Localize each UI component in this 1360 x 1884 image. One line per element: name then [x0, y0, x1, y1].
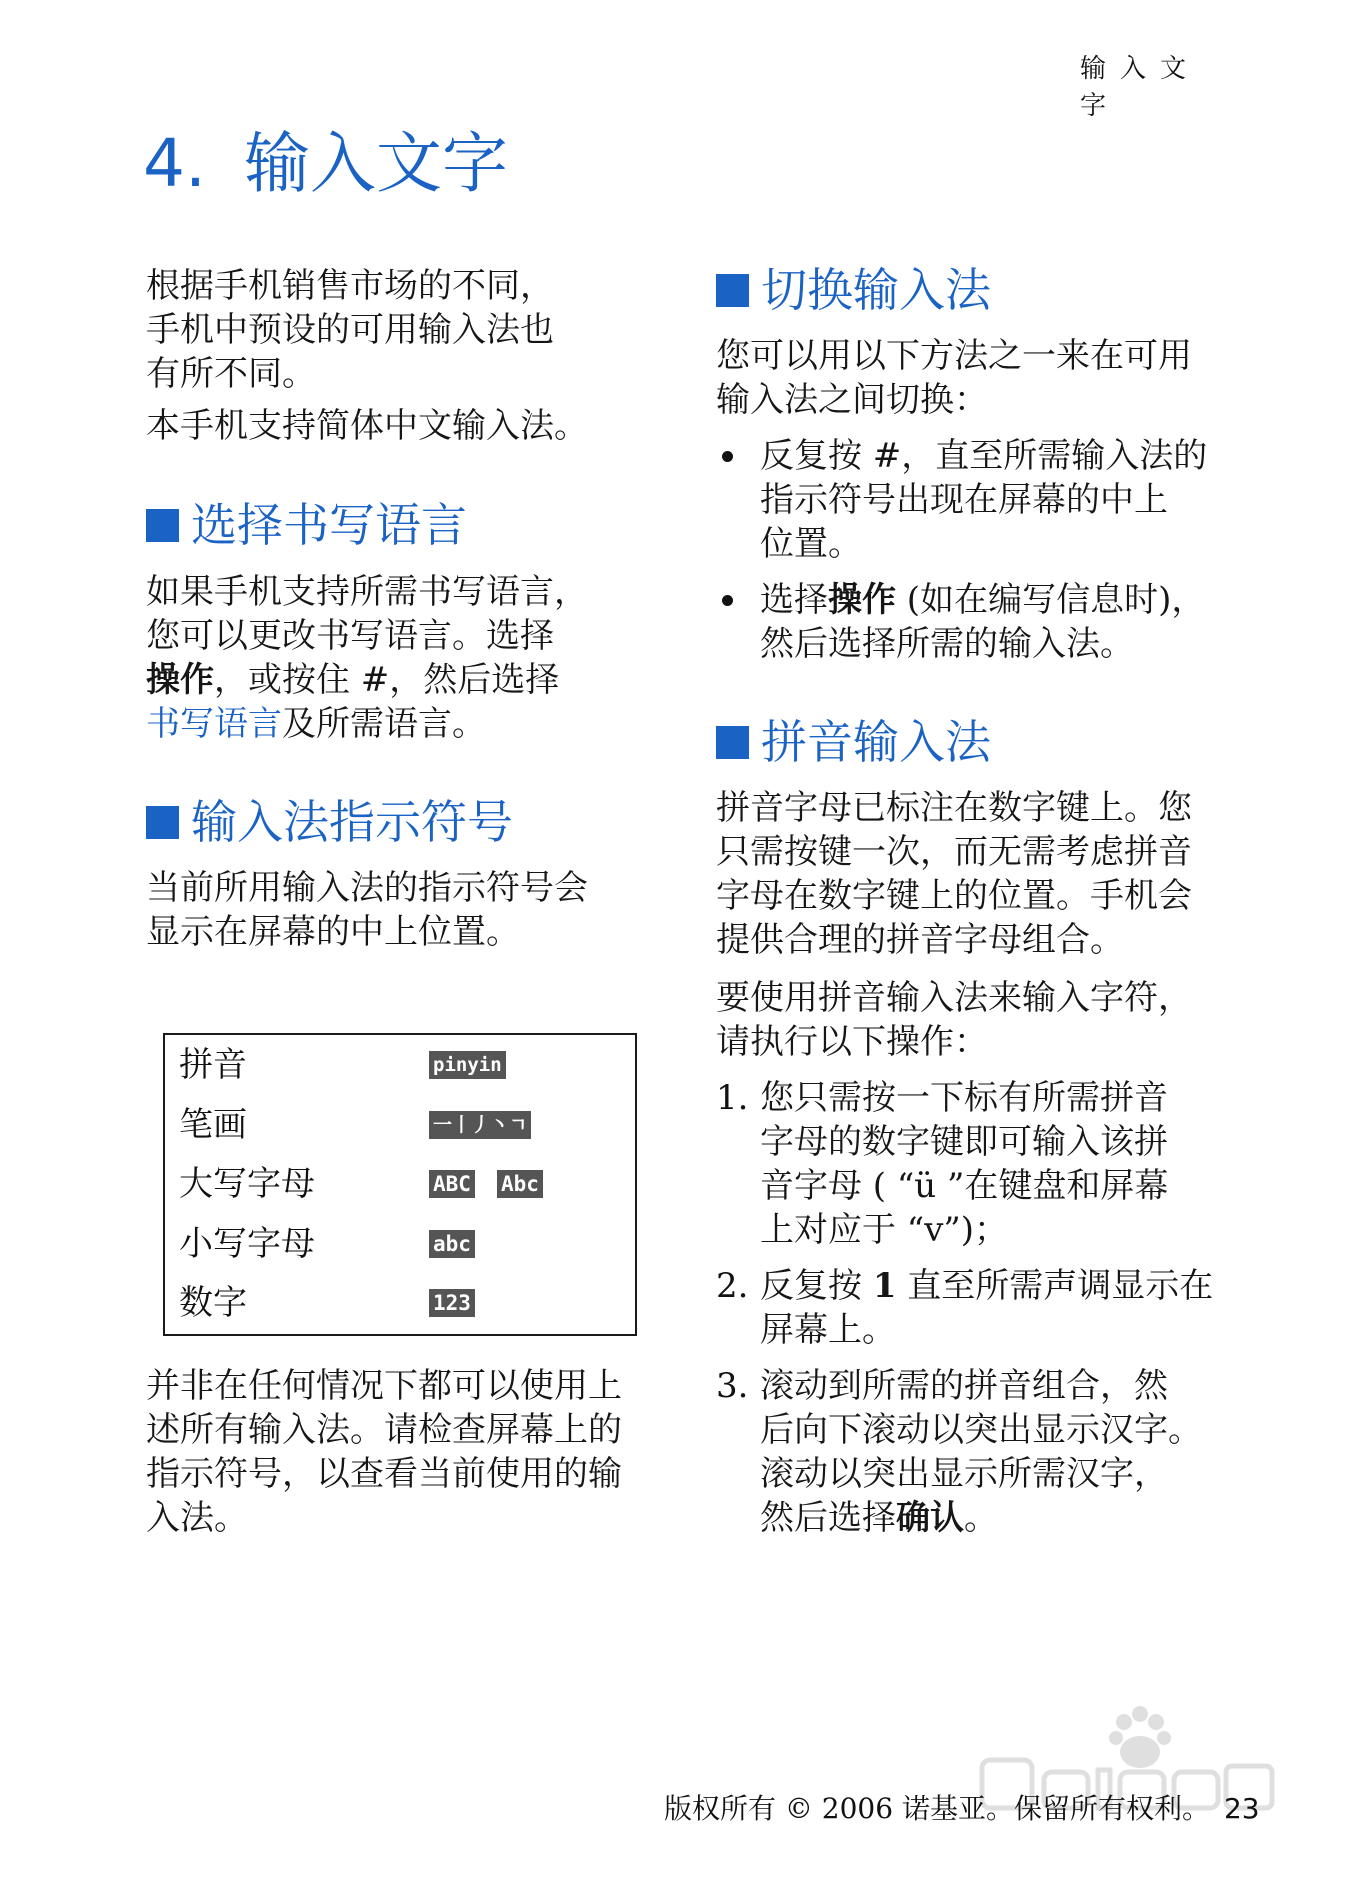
paragraph-text: 。	[964, 1498, 998, 1538]
square-bullet-icon	[146, 509, 179, 542]
indicator-label: 笔画	[179, 1105, 247, 1145]
indicator-label: 小写字母	[179, 1224, 315, 1264]
paragraph-line: 滚动以突出显示所需汉字，	[760, 1454, 1168, 1494]
intro-line: 手机中预设的可用输入法也	[146, 310, 554, 350]
intro2-line: 本手机支持简体中文输入法。	[146, 406, 588, 446]
page-footer	[664, 1791, 1260, 1827]
paragraph-line: 音字母 ( “ü ”在键盘和屏幕	[760, 1166, 1169, 1206]
pinyin-paragraph	[716, 786, 1236, 962]
page-number: 23	[1223, 1792, 1260, 1825]
step-number: 1.	[716, 1078, 749, 1118]
indicator-row-uppercase	[179, 1162, 625, 1206]
bullet-icon	[722, 595, 733, 606]
indicator-row-lowercase	[179, 1222, 625, 1266]
lowercase-indicator-icon: abc	[429, 1230, 475, 1258]
heading-text: 选择书写语言	[191, 498, 467, 552]
section-heading	[146, 794, 656, 850]
select-key-label: 确认	[896, 1498, 964, 1538]
uppercase-indicator-icon: ABC	[429, 1170, 475, 1198]
paragraph-line: 上对应于 “v”)；	[760, 1210, 1009, 1250]
numeric-indicator-icon: 123	[429, 1289, 475, 1317]
paragraph-line: 您只需按一下标有所需拼音	[760, 1078, 1168, 1118]
paragraph-line: 您可以更改书写语言。选择	[146, 616, 554, 656]
paragraph-line: 字母的数字键即可输入该拼	[760, 1122, 1168, 1162]
numbered-step	[716, 1364, 1236, 1540]
paragraph-line: 如果手机支持所需书写语言，	[146, 572, 588, 612]
paragraph-text: ，或按住 #，然后选择	[214, 660, 560, 700]
intro-line: 根据手机销售市场的不同，	[146, 266, 554, 306]
indicator-label: 大写字母	[179, 1164, 315, 1204]
step-number: 2.	[716, 1266, 749, 1306]
key-one-label: 1	[872, 1266, 897, 1306]
bullet-item	[716, 578, 1236, 666]
indicator-row-pinyin	[179, 1043, 625, 1087]
chapter-title	[143, 124, 508, 204]
intro-line: 有所不同。	[146, 354, 316, 394]
chapter-number: 4.	[143, 125, 206, 202]
paragraph-text: 选择	[760, 580, 828, 620]
section-heading	[716, 262, 1236, 318]
paragraph-line: 只需按键一次，而无需考虑拼音	[716, 832, 1192, 872]
paragraph-line: 您可以用以下方法之一来在可用	[716, 336, 1192, 376]
section-indicators	[146, 794, 656, 850]
square-bullet-icon	[716, 726, 749, 759]
writing-language-menu-label: 书写语言	[146, 704, 282, 744]
paragraph-line: 位置。	[760, 524, 862, 564]
heading-text: 切换输入法	[761, 263, 991, 317]
intro-paragraph-2	[146, 404, 656, 448]
paragraph-line: 入法。	[146, 1498, 248, 1538]
indicator-label: 数字	[179, 1283, 247, 1323]
paragraph-text: 然后选择	[760, 1498, 896, 1538]
pinyin-indicator-icon: pinyin	[429, 1051, 506, 1079]
paragraph-line: 要使用拼音输入法来输入字符，	[716, 978, 1192, 1018]
paragraph-line: 拼音字母已标注在数字键上。您	[716, 788, 1192, 828]
input-method-indicator-table	[163, 1033, 637, 1336]
switch-method-paragraph	[716, 334, 1236, 422]
closing-paragraph	[146, 1364, 656, 1540]
paragraph-line	[146, 658, 656, 702]
section-heading	[716, 714, 1236, 770]
paragraph-line: 请执行以下操作：	[716, 1022, 988, 1062]
paragraph-line: 显示在屏幕的中上位置。	[146, 912, 520, 952]
section-writing-language	[146, 497, 656, 553]
heading-text: 输入法指示符号	[191, 795, 513, 849]
pinyin-paragraph-2	[716, 976, 1236, 1064]
paragraph-line: 并非在任何情况下都可以使用上	[146, 1366, 622, 1406]
paragraph-line: 当前所用输入法的指示符号会	[146, 868, 588, 908]
paragraph-line: 输入法之间切换：	[716, 380, 988, 420]
section-switch-method	[716, 262, 1236, 318]
paragraph-line: 指示符号，以查看当前使用的输	[146, 1454, 622, 1494]
square-bullet-icon	[716, 274, 749, 307]
indicators-paragraph	[146, 866, 656, 954]
indicator-label: 拼音	[179, 1045, 247, 1085]
stroke-indicator-icon: 一丨丿丶ㄱ	[429, 1111, 531, 1139]
paragraph-text: 及所需语言。	[282, 704, 486, 744]
paragraph-line	[760, 1496, 1236, 1540]
square-bullet-icon	[146, 806, 179, 839]
paragraph-line: 然后选择所需的输入法。	[760, 624, 1134, 664]
paragraph-line: 指示符号出现在屏幕的中上	[760, 480, 1168, 520]
copyright-text: 版权所有 © 2006 诺基亚。保留所有权利。	[664, 1792, 1210, 1825]
paragraph-text: 反复按	[760, 1266, 873, 1306]
options-key-label: 操作	[146, 660, 214, 700]
step-number: 3.	[716, 1366, 749, 1406]
paragraph-line: 滚动到所需的拼音组合，然	[760, 1366, 1168, 1406]
numbered-step	[716, 1076, 1236, 1252]
heading-text: 拼音输入法	[761, 715, 991, 769]
section-heading	[146, 497, 656, 553]
paragraph-text: (如在编写信息时)，	[896, 580, 1206, 620]
indicator-row-stroke	[179, 1103, 625, 1147]
sentence-case-indicator-icon: Abc	[497, 1170, 543, 1198]
paragraph-line: 提供合理的拼音字母组合。	[716, 920, 1124, 960]
paragraph-line	[146, 702, 656, 746]
paragraph-line	[760, 1264, 1236, 1308]
section-pinyin	[716, 714, 1236, 770]
paragraph-line: 屏幕上。	[760, 1310, 896, 1350]
numbered-step	[716, 1264, 1236, 1352]
options-key-label: 操作	[828, 580, 896, 620]
paragraph-line: 后向下滚动以突出显示汉字。	[760, 1410, 1202, 1450]
writing-language-paragraph	[146, 570, 656, 746]
paragraph-line: 字母在数字键上的位置。手机会	[716, 876, 1192, 916]
running-header: 输入文字	[1080, 54, 1201, 121]
chapter-title-text: 输入文字	[243, 125, 508, 202]
paragraph-line: 反复按 #，直至所需输入法的	[760, 436, 1208, 476]
indicator-row-numeric	[179, 1281, 625, 1325]
bullet-icon	[722, 451, 733, 462]
intro-paragraph	[146, 264, 656, 396]
bullet-item	[716, 434, 1236, 566]
paragraph-line: 述所有输入法。请检查屏幕上的	[146, 1410, 622, 1450]
paragraph-line	[760, 578, 1236, 622]
paragraph-text: 直至所需声调显示在	[896, 1266, 1214, 1306]
